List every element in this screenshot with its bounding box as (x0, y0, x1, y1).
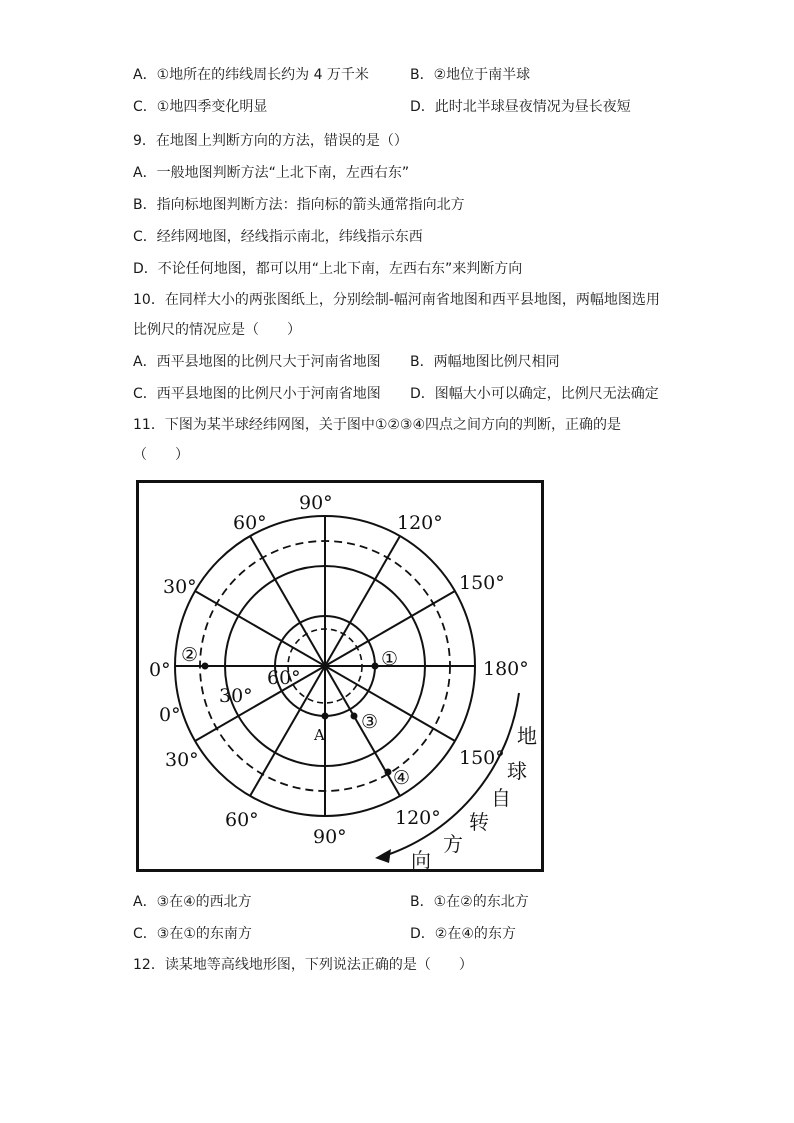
q11-stem-line1: 11．下图为某半球经纬网图，关于图中①②③④四点之间方向的判断，正确的是 (133, 417, 622, 433)
point-a-dot (322, 713, 329, 720)
q10-option-c[interactable]: C．西平县地图的比例尺小于河南省地图 (133, 386, 381, 402)
lon-label-30-lower: 30° (165, 749, 199, 771)
point-a-label: A (314, 726, 325, 744)
point-3-dot (351, 713, 358, 720)
lon-label-150-lower: 150° (459, 747, 505, 769)
q11-stem-line2: （ ） (133, 447, 189, 463)
point-2-dot (202, 663, 209, 670)
point-1-dot (372, 663, 379, 670)
q10-option-d[interactable]: D．图幅大小可以确定，比例尺无法确定 (410, 386, 659, 402)
rotation-char-4: 转 (469, 810, 489, 834)
q9-option-c[interactable]: C．经纬网地图，经线指示南北，纬线指示东西 (133, 229, 423, 245)
lon-label-0-upper: 0° (149, 659, 171, 681)
lon-label-120-lower: 120° (395, 807, 441, 829)
rotation-char-1: 地 (517, 724, 537, 748)
q9-option-d[interactable]: D．不论任何地图，都可以用“上北下南，左西右东”来判断方向 (133, 261, 523, 277)
q11-option-a[interactable]: A．③在④的西北方 (133, 894, 252, 910)
q11-option-c[interactable]: C．③在①的东南方 (133, 926, 252, 942)
lat-label-30: 30° (219, 685, 253, 707)
q11-option-d[interactable]: D．②在④的东方 (410, 926, 516, 942)
lon-label-180: 180° (483, 658, 529, 680)
rotation-char-6: 向 (411, 848, 431, 869)
rotation-char-2: 球 (507, 759, 527, 783)
q11-option-b[interactable]: B．①在②的东北方 (410, 894, 529, 910)
polar-graticule-figure (136, 480, 544, 872)
point-1-label: ① (381, 648, 399, 670)
q8-option-c[interactable]: C．①地四季变化明显 (133, 99, 268, 115)
rotation-arrowhead (375, 849, 391, 863)
lon-label-120-upper: 120° (397, 512, 443, 534)
q12-stem: 12．读某地等高线地形图，下列说法正确的是（ ） (133, 957, 473, 973)
lon-label-top: 90° (299, 492, 333, 514)
q9-stem: 9．在地图上判断方向的方法，错误的是（） (133, 133, 408, 149)
q9-option-b[interactable]: B．指向标地图判断方法：指向标的箭头通常指向北方 (133, 197, 465, 213)
q8-option-d[interactable]: D．此时北半球昼夜情况为昼长夜短 (410, 99, 631, 115)
point-4-dot (385, 769, 392, 776)
lat-label-60: 60° (267, 667, 301, 689)
q10-stem-line2: 比例尺的情况应是（ ） (133, 322, 301, 338)
graticule-diagram (139, 483, 541, 869)
q10-option-b[interactable]: B．两幅地图比例尺相同 (410, 354, 560, 370)
lon-label-bottom: 90° (313, 826, 347, 848)
q8-option-a[interactable]: A．①地所在的纬线周长约为 4 万千米 (133, 67, 369, 83)
point-3-label: ③ (361, 711, 379, 733)
lon-label-30-upper: 30° (163, 576, 197, 598)
lon-label-60-upper: 60° (233, 512, 267, 534)
lon-label-0-lower: 0° (159, 704, 181, 726)
rotation-char-5: 方 (443, 832, 463, 856)
point-4-label: ④ (393, 767, 411, 789)
q10-option-a[interactable]: A．西平县地图的比例尺大于河南省地图 (133, 354, 381, 370)
q10-stem-line1: 10．在同样大小的两张图纸上，分别绘制-幅河南省地图和西平县地图，两幅地图选用 (133, 292, 660, 308)
lon-label-60-lower: 60° (225, 809, 259, 831)
q8-option-b[interactable]: B．②地位于南半球 (410, 67, 531, 83)
lon-label-150-upper: 150° (459, 572, 505, 594)
q9-option-a[interactable]: A．一般地图判断方法“上北下南，左西右东” (133, 165, 410, 181)
rotation-char-3: 自 (491, 786, 511, 810)
point-2-label: ② (181, 644, 199, 666)
